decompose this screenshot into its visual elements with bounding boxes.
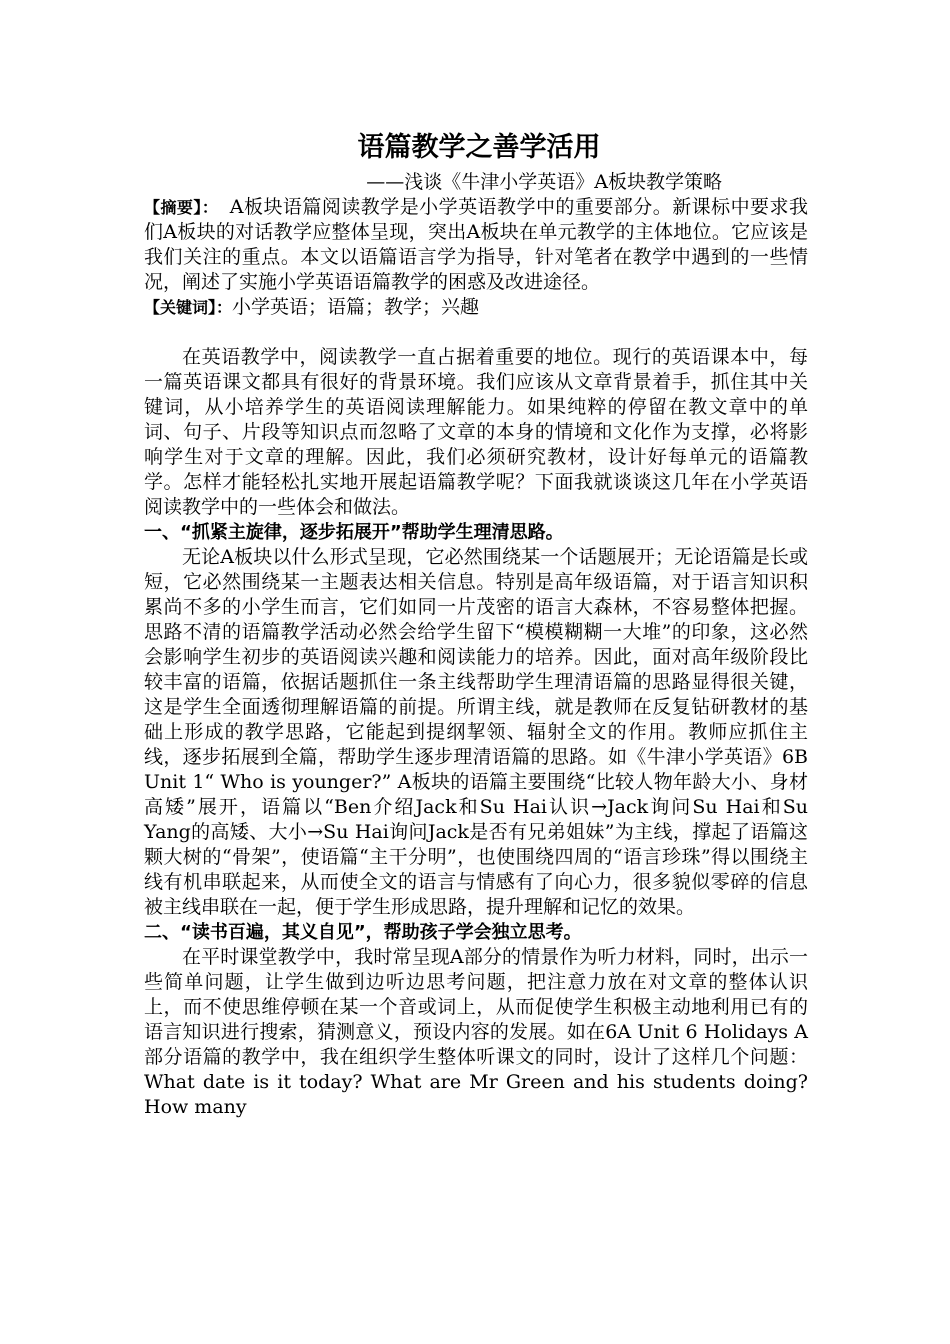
intro-paragraph: 在英语教学中，阅读教学一直占据着重要的地位。现行的英语课本中，每一篇英语课文都具有很好的背景环境。我们应该从文章背景着手，抓住其中关键词，从小培养学生的英语阅读理解能力。如果纯粹的停留在教文章中的单词、句子、片段等知识点而忽略了文章的本身的情境和文化作为支撑，必将影响学生对于文章的理解。因此，我们必须研究教材，设计好每单元的语篇教学。怎样才能轻松扎实地开展起语篇教学呢？下面我就谈谈这几年在小学英语阅读教学中的一些体会和做法。 (144, 346, 808, 518)
section-1-heading: 一、“抓紧主旋律，逐步拓展开”帮助学生理清思路。 (144, 522, 564, 543)
section-1-body: 无论A板块以什么形式呈现，它必然围绕某一个话题展开；无论语篇是长或短，它必然围绕某一主题表达相关信息。特别是高年级语篇，对于语言知识积累尚不多的小学生而言，它们如同一片茂密的语言大森林，不容易整体把握。思路不清的语篇教学活动必然会给学生留下“模模糊糊一大堆”的印象，这必然会影响学生初步的英语阅读兴趣和阅读能力的培养。因此，面对高年级阶段比较丰富的语篇，依据话题抓住一条主线帮助学生理清语篇的思路显得很关键，这是学生全面透彻理解语篇的前提。所谓主线，就是教师在反复钻研教材的基础上形成的教学思路，它能起到提纲挈领、辐射全文的作用。教师应抓住主线，逐步拓展到全篇，帮助学生逐步理清语篇的思路。如《牛津小学英语》6B Unit 1“ Who is younger?” A板块的语篇主要围绕“比较人物年龄大小、身材高矮”展开，语篇以“Ben介绍Jack和Su Hai认识→Jack询问Su Hai和Su Yang的高矮、大小→Su Hai询问Jack是否有兄弟姐妹”为主线，撑起了语篇这颗大树的“骨架”，使语篇“主干分明”，也使围绕四周的“语言珍珠”得以围绕主线有机串联起来，从而使全文的语言与情感有了向心力，很多貌似零碎的信息被主线串联在一起，便于学生形成思路，提升理解和记忆的效果。 (144, 546, 808, 918)
section-2-body: 在平时课堂教学中，我时常呈现A部分的情景作为听力材料，同时，出示一些简单问题，让学生做到边听边思考问题，把注意力放在对文章的整体认识上，而不使思维停顿在某一个音或词上，从而促使学生积极主动地利用已有的语言知识进行搜索，猜测意义，预设内容的发展。如在6A Unit 6 Holidays A部分语篇的教学中，我在组织学生整体听课文的同时，设计了这样几个问题：What date is it today? What are Mr Green and his students doing? How many (144, 946, 808, 1118)
abstract-label: 【摘要】： (144, 198, 211, 217)
abstract-text: A板块语篇阅读教学是小学英语教学中的重要部分。新课标中要求我们A板块的对话教学应整体呈现，突出A板块在单元教学的主体地位。它应该是我们关注的重点。本文以语篇语言学为指导，针对笔者在教学中遇到的一些情况，阐述了实施小学英语语篇教学的困惑及改进途径。 (144, 196, 808, 293)
spacer (144, 320, 808, 345)
keywords-label: 【关键词】： (144, 298, 233, 317)
abstract (144, 195, 808, 295)
keywords-text: 小学英语；语篇；教学；兴趣 (232, 296, 480, 318)
document-subtitle: ——浅谈《牛津小学英语》A板块教学策略 (366, 171, 722, 193)
document-page (144, 128, 808, 1120)
section-2-heading: 二、“读书百遍，其义自见”，帮助孩子学会独立思考。 (144, 922, 582, 943)
document-title: 语篇教学之善学活用 (357, 132, 601, 163)
keywords (144, 295, 808, 320)
